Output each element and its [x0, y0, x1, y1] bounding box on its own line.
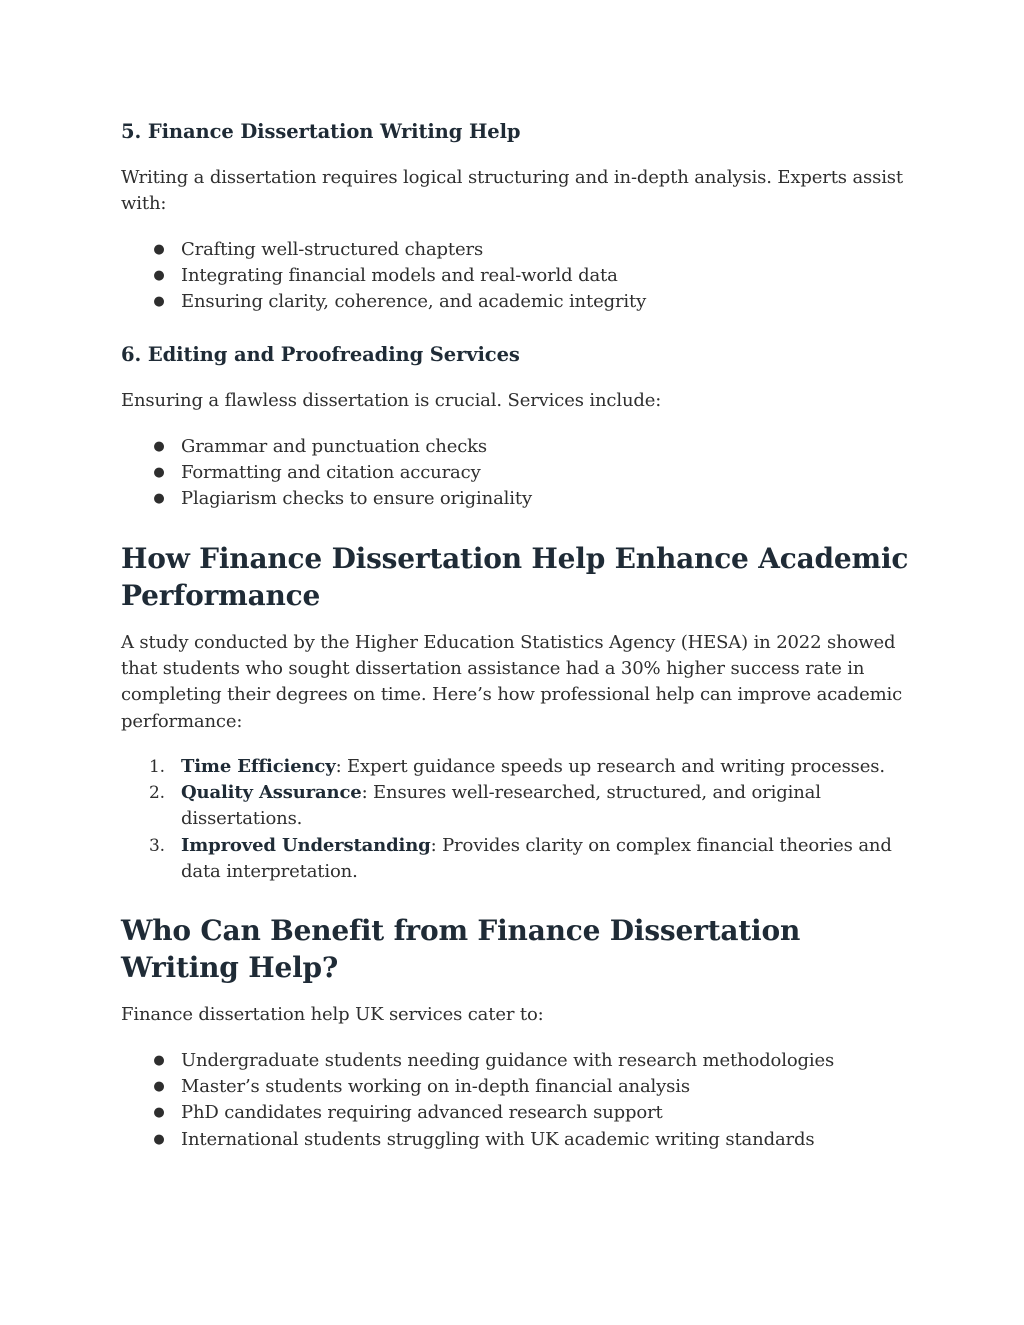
list-item: ● Crafting well-structured chapters	[121, 237, 911, 263]
bullet-icon: ●	[153, 1052, 165, 1068]
list-number: 1.	[149, 756, 165, 777]
list-item: 3. Improved Understanding: Provides clarity on complex financial theories and data interpretation.	[149, 834, 892, 883]
list-item: ● Undergraduate students needing guidance with research methodologies	[121, 1048, 911, 1074]
benefit-heading: Who Can Benefit from Finance Dissertation Writing Help?	[121, 914, 801, 985]
list-item: ● Integrating financial models and real-world data	[121, 263, 911, 289]
section-5-heading: 5. Finance Dissertation Writing Help	[121, 120, 521, 143]
section-5-intro: Writing a dissertation requires logical structuring and in-depth analysis. Experts assist with:	[121, 167, 903, 215]
list-number: 3.	[149, 835, 165, 856]
list-item: ● Grammar and punctuation checks	[121, 434, 911, 460]
bullet-icon: ●	[153, 491, 165, 507]
list-item: 1. Time Efficiency: Expert guidance speeds up research and writing processes.	[121, 754, 911, 780]
list-term: Improved Understanding	[181, 834, 431, 856]
section-6-list	[121, 434, 911, 513]
bullet-icon: ●	[153, 438, 165, 454]
bullet-icon: ●	[153, 294, 165, 310]
section-6-heading: 6. Editing and Proofreading Services	[121, 343, 520, 367]
list-number: 2.	[149, 783, 165, 804]
list-item: ● International students struggling with UK academic writing standards	[121, 1127, 911, 1153]
document-page	[121, 118, 911, 1173]
enhance-intro: A study conducted by the Higher Education Statistics Agency (HESA) in 2022 showed that students who sought dissertation assistance had a 30% higher success rate in completing their degrees on time. Here’s how professional help can improve academic performance:	[121, 631, 903, 732]
list-item: ● Plagiarism checks to ensure originality	[121, 486, 911, 512]
bullet-icon: ●	[153, 241, 165, 257]
bullet-icon: ●	[153, 465, 165, 481]
section-6-intro: Ensuring a flawless dissertation is crucial. Services include:	[121, 390, 662, 412]
enhance-heading: How Finance Dissertation Help Enhance Academic Performance	[121, 541, 909, 612]
benefit-intro: Finance dissertation help UK services cater to:	[121, 1004, 544, 1026]
list-term: Time Efficiency	[181, 755, 336, 777]
list-item: 2. Quality Assurance: Ensures well-researched, structured, and original dissertations.	[149, 782, 821, 830]
list-item: ● Master’s students working on in-depth financial analysis	[121, 1074, 911, 1100]
bullet-icon: ●	[153, 267, 165, 283]
enhance-list	[121, 754, 911, 885]
section-5-list	[121, 237, 911, 316]
bullet-icon: ●	[153, 1131, 165, 1147]
bullet-icon: ●	[153, 1105, 165, 1121]
list-item: ● Ensuring clarity, coherence, and academic integrity	[121, 289, 911, 315]
list-term: Quality Assurance	[181, 782, 362, 804]
bullet-icon: ●	[153, 1078, 165, 1094]
benefit-list	[121, 1048, 911, 1153]
list-item: ● PhD candidates requiring advanced research support	[121, 1100, 911, 1126]
list-item: ● Formatting and citation accuracy	[121, 460, 911, 486]
